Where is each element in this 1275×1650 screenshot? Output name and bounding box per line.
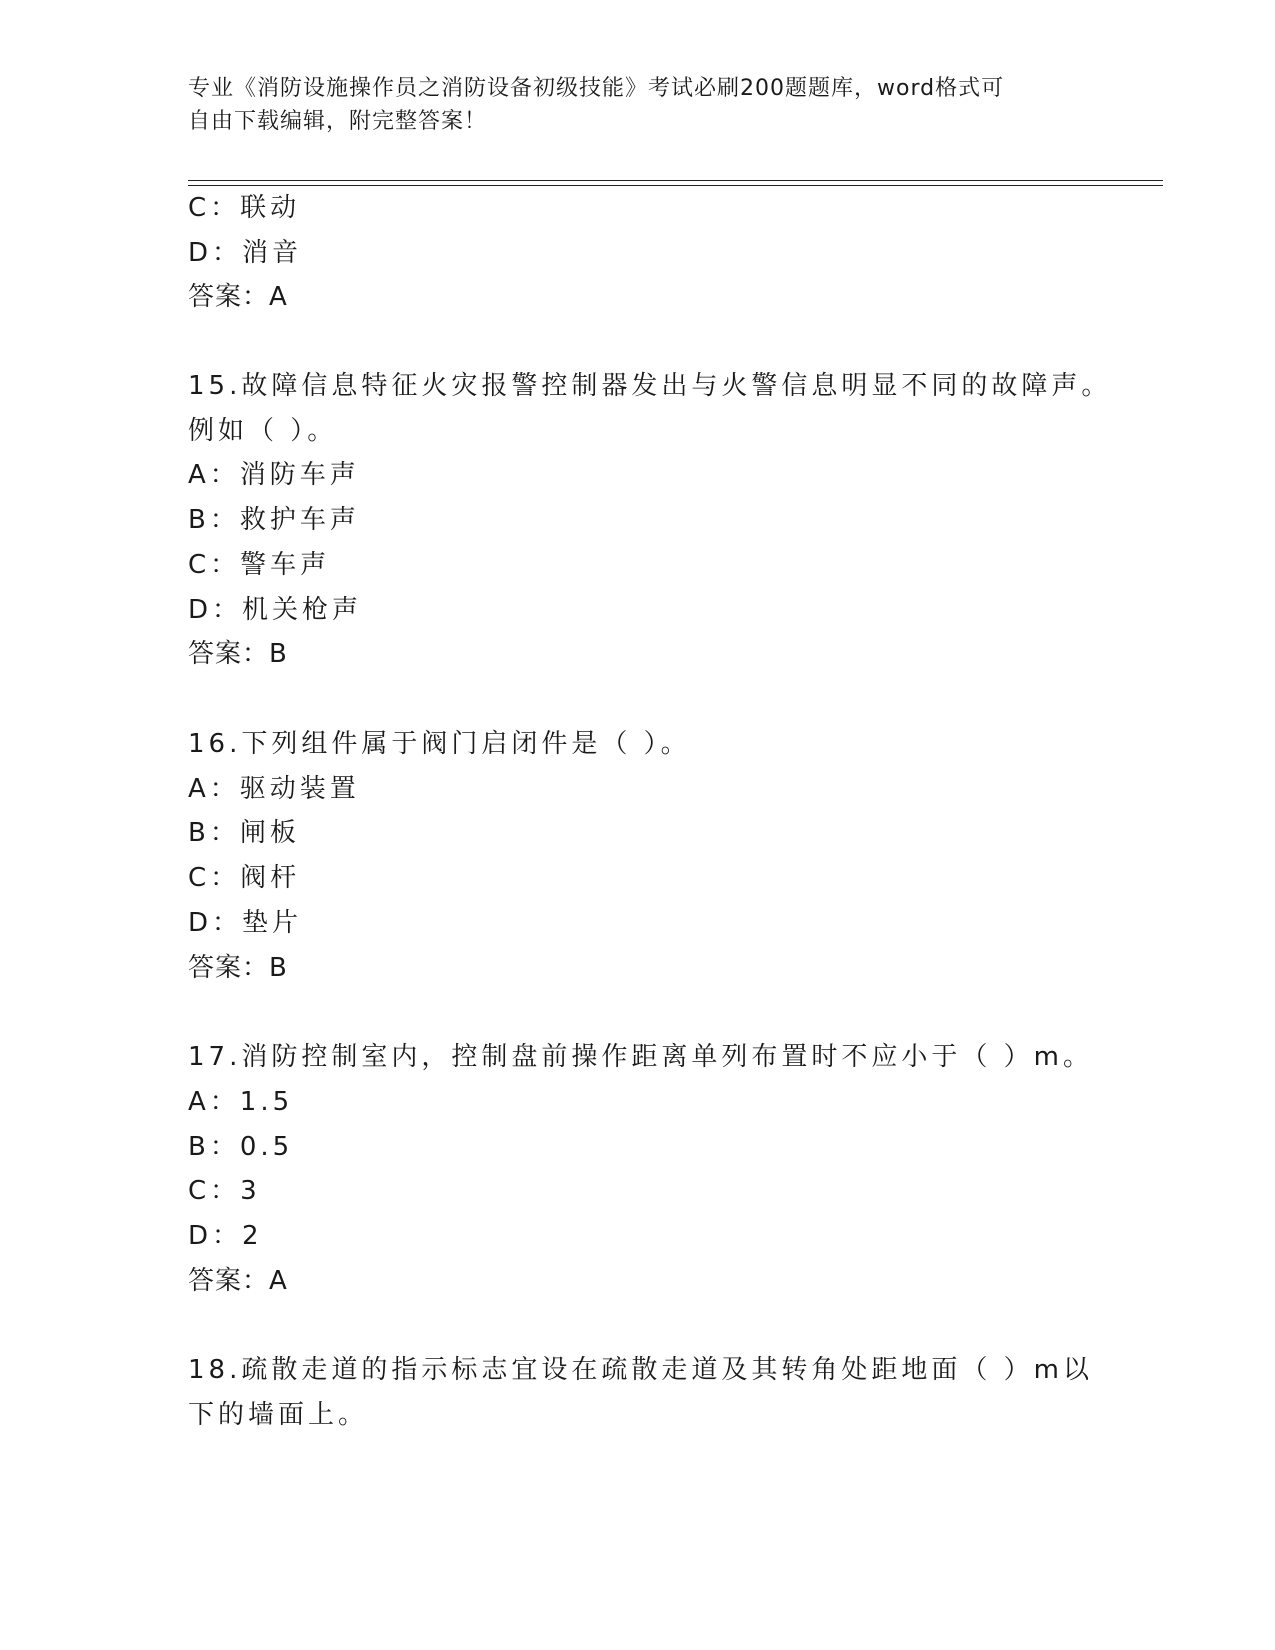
q17-option-b: B：0.5 (188, 1132, 294, 1162)
q15-stem-line-2: 例如（ ）。 (188, 416, 338, 446)
q18-stem-line-1: 18.疏散走道的指示标志宜设在疏散走道及其转角处距地面（ ）m以 (188, 1355, 1093, 1385)
prev-option-d: D：消音 (188, 238, 303, 268)
q17-option-d: D：2 (188, 1221, 263, 1251)
q16-option-a: A：驱动装置 (188, 774, 360, 804)
q16-answer: 答案：B (188, 953, 288, 983)
document-header (188, 72, 1088, 138)
q17-option-a: A：1.5 (188, 1087, 294, 1117)
q17-answer: 答案：A (188, 1266, 288, 1296)
q15-option-b: B：救护车声 (188, 505, 360, 535)
q16-option-b: B：闸板 (188, 818, 300, 848)
q16-option-c: C：阀杆 (188, 863, 301, 893)
header-line-1: 专业《消防设施操作员之消防设备初级技能》考试必刷200题题库，word格式可 (188, 76, 1005, 101)
header-divider-bottom (188, 185, 1163, 186)
q16-stem-line-1: 16.下列组件属于阀门启闭件是（ ）。 (188, 729, 691, 759)
header-line-2: 自由下载编辑，附完整答案！ (188, 109, 488, 134)
q18-stem-line-2: 下的墙面上。 (188, 1400, 369, 1430)
q15-answer: 答案：B (188, 639, 288, 669)
q15-option-a: A：消防车声 (188, 460, 360, 490)
q15-stem-line-1: 15.故障信息特征火灾报警控制器发出与火警信息明显不同的故障声。 (188, 371, 1112, 401)
header-divider-top (188, 180, 1163, 181)
q15-option-c: C：警车声 (188, 550, 331, 580)
q17-stem-line-1: 17.消防控制室内，控制盘前操作距离单列布置时不应小于（ ）m。 (188, 1042, 1093, 1072)
q15-option-d: D：机关枪声 (188, 595, 363, 625)
prev-answer: 答案：A (188, 282, 288, 312)
q16-option-d: D：垫片 (188, 908, 303, 938)
q17-option-c: C：3 (188, 1176, 261, 1206)
prev-option-c: C：联动 (188, 193, 301, 223)
